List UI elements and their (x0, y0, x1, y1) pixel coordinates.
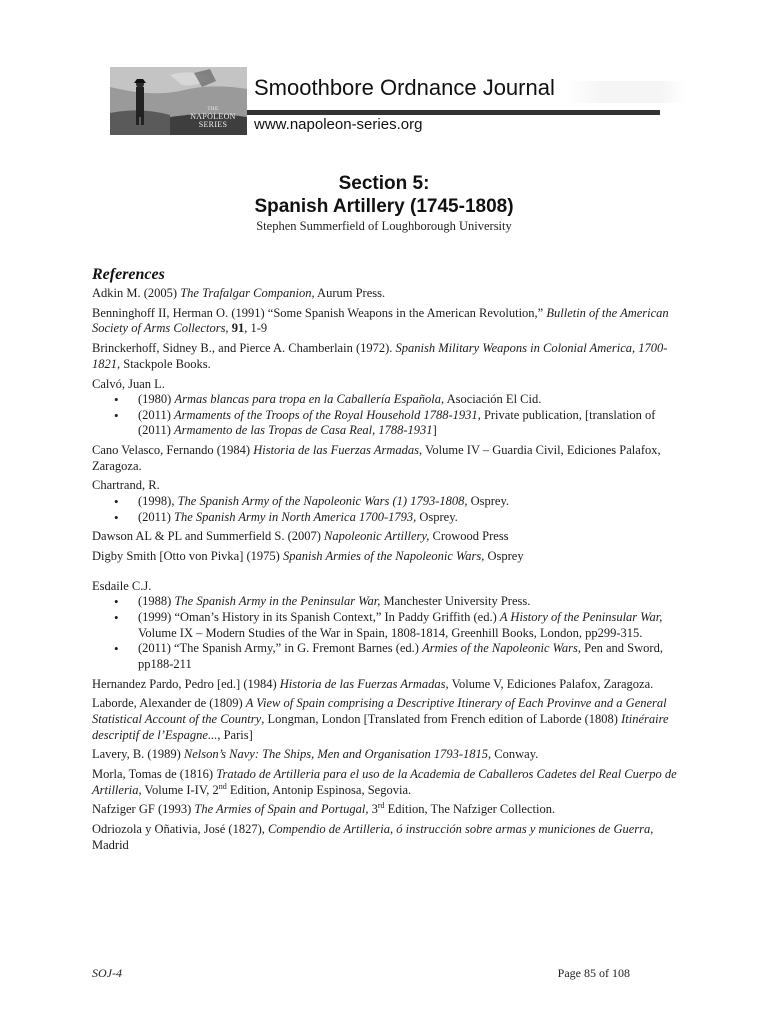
logo-small-text: THE (207, 107, 219, 112)
reference-citation (92, 341, 680, 372)
reference-entry (92, 747, 680, 763)
reference-text-run: Armamento de las Tropas de Casa Real, 1788-1931 (174, 423, 433, 438)
reference-text-run: Historia de las Fuerzas Armadas (253, 443, 419, 458)
reference-text-run: Madrid (92, 837, 129, 852)
reference-text-run: Conway. (491, 747, 539, 762)
reference-text-run: Morla, Tomas de (1816) (92, 767, 217, 782)
reference-entry (92, 377, 680, 439)
reference-text-run: Spanish Military Weapons in Colonial America, 1700-1821 (92, 341, 668, 371)
reference-entry (92, 341, 680, 372)
references-list (92, 286, 680, 858)
reference-text-run: Volume I-IV, 2 (141, 782, 219, 797)
section-heading (0, 172, 768, 218)
reference-text-run: (2011) (138, 509, 174, 524)
banner-image (110, 67, 247, 135)
reference-entry (92, 478, 680, 525)
reference-entry (92, 767, 680, 798)
reference-entry (92, 677, 680, 693)
series-logo (188, 107, 238, 129)
reference-text-run: Odriozola y Oñativia, José (1827), (92, 822, 269, 837)
reference-text-run: , Asociación El Cid. (441, 392, 542, 407)
reference-text-run: 3 (368, 802, 378, 817)
reference-citation (92, 677, 680, 693)
reference-text-run: nd (218, 781, 227, 791)
reference-citation (92, 767, 680, 798)
reference-text-run: Nafziger GF (1993) (92, 802, 195, 817)
reference-text-run: Pen and Sword, pp188-211 (138, 641, 663, 671)
reference-entry (92, 286, 680, 302)
reference-text-run: , Volume IV – Guardia Civil, Ediciones Palafox, Zaragoza. (92, 443, 661, 473)
reference-text-run: , Longman, London [Translated from French edition of Laborde (1808) (261, 711, 622, 726)
website-url: www.napoleon-series.org (254, 116, 423, 133)
reference-text-run: , 1-9 (244, 321, 268, 336)
reference-text-run: Calvó, Juan L. (92, 376, 165, 391)
reference-text-run: Benninghoff II, Herman O. (1991) “Some Spanish Weapons in the American Revolution,” (92, 305, 547, 320)
reference-text-run: Adkin M. (2005) (92, 286, 181, 300)
reference-text-run: Compendio de Artilleria, ó instrucción sobre armas y municiones de Guerra, (268, 822, 654, 837)
reference-text-run: The Armies of Spain and Portugal, (194, 802, 369, 817)
reference-text-run: Armas blancas para tropa en la Caballería Española (174, 392, 442, 407)
reference-subitem (92, 408, 680, 439)
reference-subitem (92, 510, 680, 526)
reference-text-run: ] (432, 423, 437, 438)
footer-journal-code: SOJ-4 (92, 966, 122, 980)
reference-sublist (92, 392, 680, 439)
reference-citation (92, 579, 680, 595)
reference-citation (92, 802, 680, 818)
reference-text-run: Osprey (484, 549, 524, 564)
reference-text-run: Manchester University Press. (380, 594, 531, 609)
reference-entry (92, 696, 680, 743)
banner-watermark (565, 81, 685, 103)
reference-text-run: Cano Velasco, Fernando (1984) (92, 443, 254, 458)
reference-text-run: The Spanish Army in the Peninsular War, (174, 594, 381, 609)
reference-entry (92, 579, 680, 673)
reference-text-run: rd (377, 801, 385, 811)
reference-subitem (92, 610, 680, 641)
reference-sublist (92, 494, 680, 525)
reference-sublist (92, 594, 680, 672)
reference-subitem (92, 594, 680, 610)
reference-text-run: , Volume V, Ediciones Palafox, Zaragoza. (445, 676, 654, 691)
reference-text-run: Laborde, Alexander de (1809) (92, 696, 246, 711)
reference-text-run: Spanish Armies of the Napoleonic Wars, (282, 549, 485, 564)
reference-text-run: (2011) “The Spanish Army,” in G. Fremont Barnes (ed.) (138, 641, 423, 656)
reference-entry (92, 306, 680, 337)
reference-text-run: Aurum Press. (314, 286, 386, 300)
reference-text-run: 91 (231, 321, 245, 336)
reference-text-run: Brinckerhoff, Sidney B., and Pierce A. Chamberlain (1972). (92, 341, 396, 356)
reference-text-run: Chartrand, R. (92, 478, 160, 493)
reference-text-run: Historia de las Fuerzas Armadas (279, 676, 446, 691)
reference-citation (92, 822, 680, 853)
journal-banner (110, 67, 660, 137)
reference-text-run: Digby Smith [Otto von Pivka] (1975) (92, 549, 283, 564)
reference-text-run: Nelson’s Navy: The Ships, Men and Organisation 1793-1815, (183, 747, 492, 762)
reference-subitem (92, 641, 680, 672)
reference-text-run: Itinéraire descriptif de l’Espagne... (92, 711, 669, 742)
reference-citation (92, 377, 680, 393)
reference-subitem (92, 494, 680, 510)
references-heading: References (92, 266, 165, 283)
reference-entry (92, 529, 680, 545)
reference-text-run: The Spanish Army in North America 1700-1793, (174, 509, 417, 524)
reference-text-run: A History of the Peninsular War, (499, 610, 663, 624)
reference-text-run: (2011) (138, 407, 174, 422)
reference-citation (92, 443, 680, 474)
reference-entry (92, 802, 680, 818)
reference-text-run: The Trafalgar Companion, (180, 286, 315, 300)
reference-text-run: , Private publication, [translation of (2011) (138, 407, 656, 438)
journal-title: Smoothbore Ordnance Journal (254, 75, 555, 100)
reference-subitem (92, 392, 680, 408)
reference-text-run: (1998), (138, 494, 178, 509)
reference-text-run: , Paris] (217, 727, 253, 742)
reference-text-run: Crowood Press (429, 529, 509, 544)
reference-text-run: Bulletin of the American Society of Arms Collectors, (92, 305, 669, 336)
reference-text-run: Edition, The Nafziger Collection. (384, 802, 556, 817)
banner-divider (247, 110, 660, 115)
reference-text-run: Volume IX – Modern Studies of the War in Spain, 1808-1814, Greenhill Books, London, pp299-315. (138, 625, 643, 640)
author-line: Stephen Summerfield of Loughborough University (256, 219, 512, 233)
reference-text-run: , Stackpole Books. (117, 356, 211, 371)
reference-text-run: Lavery, B. (1989) (92, 747, 184, 762)
reference-text-run: Osprey. (467, 494, 510, 509)
reference-text-run: A View of Spain comprising a Descriptive Itinerary of Each Provinve and a General Statistical Account of the Country (92, 696, 667, 726)
reference-text-run: Tratado de Artilleria para el uso de la Academia de Caballeros Cadetes del Real Cuerpo de Artilleria, (92, 767, 677, 797)
reference-citation (92, 696, 680, 743)
reference-text-run: (1999) “Oman’s History in its Spanish Context,” In Paddy Griffith (ed.) (138, 610, 500, 624)
reference-citation (92, 478, 680, 494)
reference-text-run: Dawson AL & PL and Summerfield S. (2007) (92, 529, 325, 544)
reference-citation (92, 549, 680, 565)
reference-text-run: Edition, Antonip Espinosa, Segovia. (226, 782, 412, 797)
reference-text-run: Esdaile C.J. (92, 578, 152, 593)
reference-text-run: (1988) (138, 594, 175, 609)
reference-citation (92, 286, 680, 302)
reference-text-run: Hernandez Pardo, Pedro [ed.] (1984) (92, 676, 280, 691)
footer-page-number: Page 85 of 108 (557, 966, 630, 980)
reference-entry (92, 822, 680, 853)
logo-main-text: NAPOLEON SERIES (190, 112, 236, 129)
reference-text-run: Armaments of the Troops of the Royal Household 1788-1931 (174, 407, 478, 422)
reference-text-run: Osprey. (416, 509, 458, 524)
reference-text-run: Armies of the Napoleonic Wars, (422, 641, 581, 656)
reference-citation (92, 306, 680, 337)
reference-entry (92, 549, 680, 565)
reference-text-run: (1980) (138, 392, 175, 407)
section-title: Spanish Artillery (1745-1808) (254, 196, 514, 217)
reference-text-run: Napoleonic Artillery, (324, 529, 430, 544)
reference-citation (92, 747, 680, 763)
reference-text-run: The Spanish Army of the Napoleonic Wars (1) 1793-1808, (177, 494, 468, 509)
section-number: Section 5: (338, 173, 430, 194)
reference-citation (92, 529, 680, 545)
reference-entry (92, 443, 680, 474)
